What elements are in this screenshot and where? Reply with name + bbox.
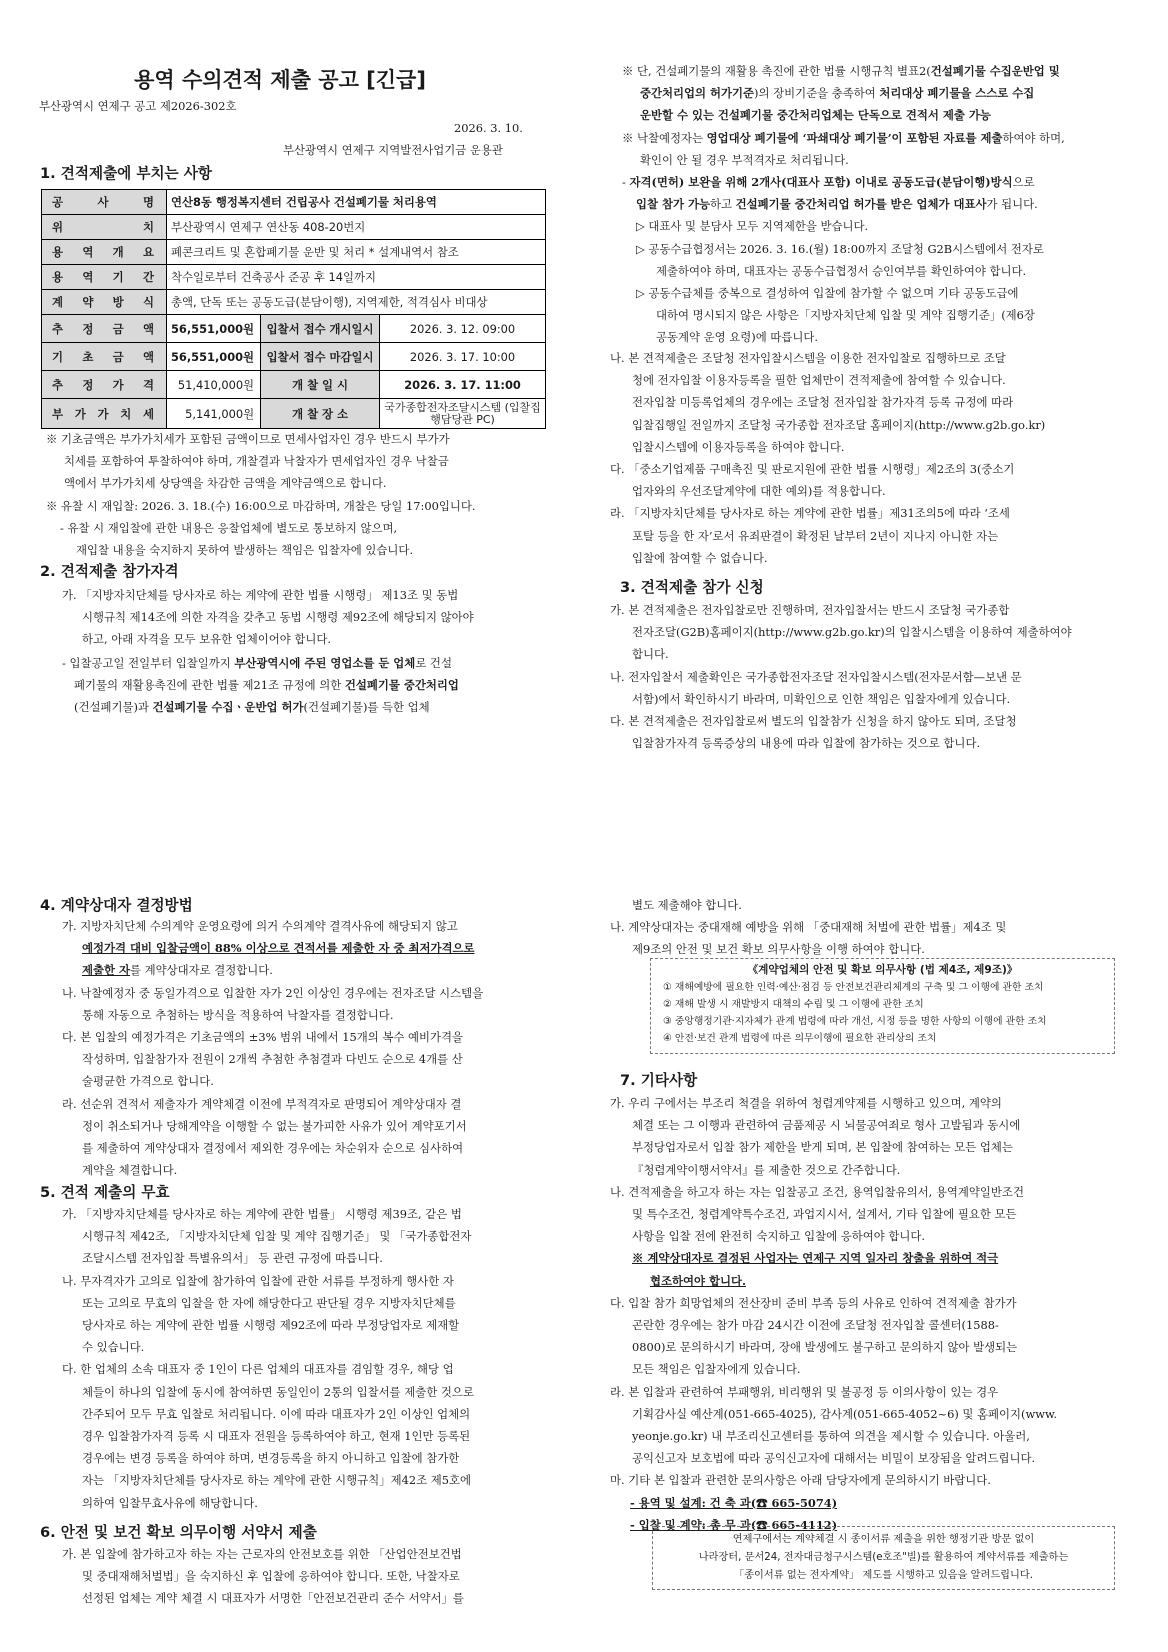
text-line: 기획감사실 예산계(051-665-4025), 감사계(051-665-4052~6) 및 홈페이지(www. (632, 1406, 1058, 1421)
issuer: 부산광역시 연제구 지역발전사업기금 운용관 (283, 143, 503, 157)
text-line: 공익신고자 보호법에 따라 공익신고자에 대해서는 비밀이 보장됨을 알려드립니다. (632, 1451, 1036, 1466)
section-6-heading: 6. 안전 및 보건 확보 의무이행 서약서 제출 (40, 1524, 317, 1541)
box-title: 《계약업체의 안전 및 확보 의무사항 (법 제4조, 제9조)》 (747, 964, 1018, 976)
row-label: 공 사 명 (42, 190, 167, 215)
text-line: 를 제출하여 계약상대자 결정에서 제외한 경우에는 차순위자 순으로 심사하여 (82, 1141, 464, 1156)
text-line: 대하여 명시되지 않은 사항은「지방자치단체 입찰 및 계약 집행기준」(제6장 (656, 308, 1035, 323)
text-line: 가. 우리 구에서는 부조리 척결을 위하여 청렴계약제를 시행하고 있으며, 계약의 (610, 1096, 1002, 1110)
table-row (42, 290, 546, 315)
text-line: 가. 본 입찰에 참가하고자 하는 자는 근로자의 안전보호를 위한 「산업안전보건법 (62, 1547, 462, 1561)
row-label: 입찰서 접수 개시일시 (261, 315, 380, 343)
text-line: 라. 본 입찰과 관련하여 부패행위, 비리행위 및 불공정 등 이의사항이 있는 경우 (610, 1384, 999, 1399)
text-line: 수 있습니다. (82, 1340, 145, 1355)
date-value: 2026. 3. 17. 10:00 (380, 343, 546, 371)
text-line: 부정당업자로서 입찰 참가 제한을 받게 되며, 본 입찰에 참여하는 모든 업체는 (632, 1140, 1013, 1155)
text-line: 라. 「지방자치단체를 당사자로 하는 계약에 관한 법률」제31조의5에 따라 ‘조세 (610, 506, 1010, 521)
notice-date: 2026. 3. 10. (454, 121, 523, 135)
text-line: 술평균한 가격으로 합니다. (82, 1074, 214, 1089)
text-line: 입찰집행일 전일까지 조달청 국가종합 전자조달 홈페이지(http://www.g2b.go.kr) (632, 417, 1046, 432)
section-2-heading: 2. 견적제출 참가자격 (40, 563, 179, 580)
note-line: 운반할 수 있는 건설폐기물 중간처리업체는 단독으로 견적서 제출 가능 (640, 108, 991, 123)
text-line: 다. 「중소기업제품 구매촉진 및 판로지원에 관한 법률 시행령」제2조의 3(중소기 (610, 462, 1015, 477)
box-item: ② 재해 발생 시 재발방지 대책의 수립 및 그 이행에 관한 조치 (663, 999, 924, 1010)
text-line: 시행규칙 제14조에 의한 자격을 갖추고 동법 시행령 제92조에 해당되지 않아야 (82, 610, 474, 625)
box-item: ④ 안전·보건 관계 법령에 따른 의무이행에 필요한 관리상의 조치 (663, 1033, 937, 1044)
text-line: 라. 선순위 견적서 제출자가 계약체결 이전에 부적격자로 판명되어 계약상대자 결 (62, 1096, 462, 1111)
text-line: 나. 전자입찰서 제출확인은 국가종합전자조달 전자입찰시스템(전자문서함—보낸 문 (610, 669, 1022, 684)
contact-line: - 용역 및 설계: 건 축 과(☎ 665-5074) (630, 1495, 838, 1510)
text-line: 의하여 입찰무효사유에 해당합니다. (82, 1495, 258, 1510)
qualification-line: 폐기물의 재활용촉진에 관한 법률 제21조 규정에 의한 건설폐기물 중간처리업 (74, 678, 459, 693)
section-4-heading: 4. 계약상대자 결정방법 (40, 897, 193, 914)
note-line: - 유찰 시 재입찰에 관한 내용은 응찰업체에 별도로 통보하지 않으며, (60, 520, 398, 535)
table-row (42, 265, 546, 290)
text-line: 조달시스템 전자입찰 특별유의서」 등 관련 규정에 따릅니다. (82, 1251, 383, 1266)
text-line: 경우에는 변경 등록을 하여야 하며, 변경등록을 하지 아니하고 입찰에 참가한 (82, 1451, 460, 1466)
section-3-heading: 3. 견적제출 참가 신청 (620, 579, 764, 596)
contact-line: - 입찰 및 계약: 총 무 과(☎ 665-4112) (630, 1517, 838, 1532)
text-line: 곤란한 경우에는 참가 마감 24시간 이전에 조달청 전자입찰 콜센터(1588- (632, 1318, 999, 1333)
text-line: ▷ 공동수급체를 중복으로 결성하여 입찰에 참가할 수 없으며 기타 공동도급에 (636, 286, 1019, 301)
note-line: ※ 낙찰예정자는 영업대상 폐기물에 ‘파쇄대상 폐기물’이 포함된 자료를 제출하여야 하며, (622, 130, 1065, 145)
text-line: 자는 「지방자치단체를 당사자로 하는 계약에 관한 시행규칙」제42조 제5호에 (82, 1473, 471, 1488)
box-line: 연제구에서는 계약체결 시 종이서류 제출을 위한 행정기관 방문 없이 (732, 1534, 1035, 1545)
text-line: 다. 입찰 참가 희망업체의 전산장비 준비 부족 등의 사유로 인하여 견적제출 참가가 (610, 1295, 1017, 1310)
table-row (42, 371, 546, 399)
row-value: 폐콘크리트 및 혼합폐기물 운반 및 처리 * 설계내역서 참조 (167, 240, 546, 265)
row-label: 개 찰 장 소 (261, 399, 380, 429)
text-line: 마. 기타 본 입찰과 관련한 문의사항은 아래 담당자에게 문의하시기 바랍니다. (610, 1473, 991, 1488)
text-line: 계약을 체결합니다. (82, 1163, 178, 1178)
qualification-line: - 입찰공고일 전일부터 입찰일까지 부산광역시에 주된 영업소를 둔 업체로 건설 (62, 656, 452, 670)
text-line: 다. 본 견적제출은 전자입찰로써 별도의 입찰참가 신청을 하지 않아도 되며, 조달청 (610, 714, 1017, 729)
page-title: 용역 수의견적 제출 공고 [긴급] (134, 68, 426, 92)
amount: 51,410,000원 (167, 371, 261, 399)
row-label: 용 역 개 요 (42, 240, 167, 265)
text-line: yeonje.go.kr) 내 부조리신고센터를 통하여 의견을 제시할 수 있습니다. 아울러, (632, 1429, 1030, 1444)
text-line: 체들이 하나의 입찰에 동시에 참여하면 동일인이 2통의 입찰서를 제출한 것으로 (82, 1384, 474, 1399)
note-line: ※ 유찰 시 재입찰: 2026. 3. 18.(수) 16:00으로 마감하며, 개찰은 당일 17:00입니다. (46, 498, 476, 513)
text-line: 『청렴계약이행서약서』를 제출한 것으로 간주합니다. (632, 1162, 901, 1177)
section-5-heading: 5. 견적 제출의 무효 (40, 1184, 170, 1201)
amount: 56,551,000원 (167, 315, 261, 343)
text-line: 0800)로 문의하시기 바라며, 장애 발생에도 불구하고 문의하지 않아 발생되는 (632, 1340, 1018, 1355)
safety-obligations-box (650, 958, 1115, 1054)
box-line: 나라장터, 문서24, 전자대금청구시스템(e호조"빌)를 활용하여 계약서류를 제출하는 (698, 1552, 1069, 1563)
row-label: 입찰서 접수 마감일시 (261, 343, 380, 371)
box-line: 「종이서류 없는 전자계약」 제도를 시행하고 있음을 알려드립니다. (734, 1570, 1033, 1581)
table-row (42, 343, 546, 371)
date-value: 2026. 3. 12. 09:00 (380, 315, 546, 343)
text-line: 경우 입찰참가자격 등록 시 대표자 전원을 등록하여야 하고, 현재 1인만 등록된 (82, 1429, 471, 1444)
text-line: 나. 무자격자가 고의로 입찰에 참가하여 입찰에 관한 서류를 부정하게 행사한 자 (62, 1273, 454, 1288)
text-line: 전자조달(G2B)홈페이지(http://www.g2b.go.kr)의 입찰시스템을 이용하여 제출하여야 (632, 625, 1072, 640)
table-row (42, 215, 546, 240)
joint-line: 입찰 참가 가능하고 건설폐기물 중간처리업 허가를 받은 업체가 대표사가 됩니다. (636, 197, 1038, 212)
text-line: 포탈 등을 한 자’로서 유죄판결이 확정된 날부터 2년이 지나지 아니한 자는 (632, 528, 999, 543)
text-line: 하고, 아래 자격을 모두 보유한 업체이어야 합니다. (82, 632, 332, 647)
text-line: 모든 책임은 입찰자에게 있습니다. (632, 1362, 801, 1377)
text-line: 업자와의 우선조달계약에 대한 예외)를 적용합니다. (632, 484, 886, 499)
section-7-heading: 7. 기타사항 (620, 1072, 698, 1089)
note-line: ※ 기초금액은 부가가치세가 포함된 금액이므로 면세사업자인 경우 반드시 부가가 (46, 432, 450, 446)
bid-info-table (41, 189, 546, 429)
text-line: 공동계약 운영 요령)에 따릅니다. (656, 330, 818, 345)
text-line: 및 중대재해처벌법」을 숙지하신 후 입찰에 응하여야 합니다. 또한, 낙찰자로 (82, 1569, 460, 1584)
row-value: 부산광역시 연제구 연산동 408-20번지 (167, 215, 546, 240)
row-label: 추 정 가 격 (42, 371, 167, 399)
text-line: 가. 「지방자치단체를 당사자로 하는 계약에 관한 법률 시행령」 제13조 및 동법 (62, 588, 459, 602)
text-line: 체결 또는 그 이행과 관련하여 금품제공 시 뇌물공여죄로 형사 고발됨과 동시에 (632, 1118, 1021, 1133)
text-line: 합니다. (632, 647, 669, 662)
row-label: 위 치 (42, 215, 167, 240)
note-line: 중간처리업의 허가기준)의 장비기준을 충족하여 처리대상 폐기물을 스스로 수집 (640, 86, 1035, 101)
text-line: 제9조의 안전 및 보건 확보 의무사항을 이행 하여야 합니다. (632, 942, 925, 957)
text-line: 가. 지방자치단체 수의계약 운영요령에 의거 수의계약 결격사유에 해당되지 않고 (62, 919, 458, 933)
text-line: 협조하여야 합니다. (650, 1273, 746, 1288)
text-line: 예정가격 대비 입찰금액이 88% 이상으로 견적서를 제출한 자 중 최저가격으로 (82, 941, 475, 956)
row-label: 추 정 금 액 (42, 315, 167, 343)
text-line: ▷ 대표사 및 분담사 모두 지역제한을 받습니다. (636, 219, 869, 234)
row-value: 총액, 단독 또는 공동도급(분담이행), 지역제한, 적격심사 비대상 (167, 290, 546, 315)
text-line: 서함)에서 확인하시기 바라며, 미확인으로 인한 책임은 입찰자에게 있습니다. (632, 691, 1011, 706)
text-line: 다. 본 입찰의 예정가격은 기초금액의 ±3% 범위 내에서 15개의 복수 예비가격을 (62, 1030, 464, 1045)
note-line: 치세를 포함하여 투찰하여야 하며, 개찰결과 낙찰자가 면세업자인 경우 낙찰금 (64, 454, 449, 469)
e-contract-notice-box (652, 1526, 1115, 1590)
text-line: 및 특수조건, 청렴계약특수조건, 과업지시서, 설계서, 기타 입찰에 필요한 모든 (632, 1207, 1017, 1222)
text-line: 입찰참가자격 등록증상의 내용에 따라 입찰에 참가하는 것으로 합니다. (632, 736, 981, 751)
qualification-line: (건설폐기물)과 건설폐기물 수집ㆍ운반업 허가(건설폐기물)를 득한 업체 (74, 700, 430, 715)
text-line: 전자입찰 미등록업체의 경우에는 조달청 전자입찰 참가자격 등록 규정에 따라 (632, 395, 1014, 410)
box-item: ① 재해예방에 필요한 인력·예산·점검 등 안전보건관리체계의 구축 및 그 이행에 관한 조치 (663, 982, 1044, 993)
text-line: ▷ 공동수급협정서는 2026. 3. 16.(월) 18:00까지 조달청 G2B시스템에서 전자로 (636, 241, 1044, 256)
text-line: 선정된 업체는 계약 체결 시 대표자가 서명한「안전보건관리 준수 서약서」를 (82, 1591, 464, 1606)
row-value: 연산8동 행정복지센터 건립공사 건설폐기물 처리용역 (167, 190, 546, 215)
amount: 56,551,000원 (167, 343, 261, 371)
text-line: 정이 취소되거나 당해계약을 이행할 수 없는 불가피한 사유가 있어 계약포기서 (82, 1118, 467, 1133)
box-item: ③ 중앙행정기관·지자체가 관계 법령에 따라 개선, 시정 등을 명한 사항의 이행에 관한 조치 (663, 1016, 1047, 1027)
text-line: 나. 계약상대자는 중대재해 예방을 위해 「중대재해 처벌에 관한 법률」제4조 및 (610, 920, 1007, 935)
text-line: 사항을 입찰 전에 완전히 숙지하고 입찰에 응하여야 합니다. (632, 1229, 926, 1244)
date-value: 2026. 3. 17. 11:00 (380, 371, 546, 399)
row-label: 용 역 기 간 (42, 265, 167, 290)
amount: 5,141,000원 (167, 399, 261, 429)
table-row (42, 315, 546, 343)
section-1-heading: 1. 견적제출에 부치는 사항 (40, 165, 212, 182)
text-line: 나. 낙찰예정자 중 동일가격으로 입찰한 자가 2인 이상인 경우에는 전자조달 시스템을 (62, 985, 484, 1000)
text-line: 간주되어 모두 무효 입찰로 처리됩니다. 이에 따라 대표자가 2인 이상인 업체의 (82, 1406, 471, 1421)
text-line: 나. 견적제출을 하고자 하는 자는 입찰공고 조건, 용역입찰유의서, 용역계약일반조건 (610, 1184, 1024, 1199)
date-value: 국가종합전자조달시스템 (입찰집행담당관 PC) (380, 399, 546, 429)
row-value: 착수일로부터 건축공사 준공 후 14일까지 (167, 265, 546, 290)
row-label: 부 가 가 치 세 (42, 399, 167, 429)
table-row (42, 190, 546, 215)
note-line: 액에서 부가가치세 상당액을 차감한 금액을 계약금액으로 합니다. (64, 476, 387, 491)
note-line: 확인이 안 될 경우 부적격자로 처리됩니다. (640, 152, 849, 167)
text-line: 통해 자동으로 추첨하는 방식을 적용하여 낙찰자를 결정합니다. (82, 1007, 394, 1022)
notice-number: 부산광역시 연제구 공고 제2026-302호 (39, 99, 237, 113)
row-label: 개 찰 일 시 (261, 371, 380, 399)
note-line: ※ 단, 건설폐기물의 재활용 촉진에 관한 법률 시행규칙 별표2(건설폐기물 수집운반업 및 (622, 64, 1060, 78)
text-line: 다. 한 업체의 소속 대표자 중 1인이 다른 업체의 대표자를 겸임할 경우, 해당 업 (62, 1362, 454, 1377)
table-row (42, 240, 546, 265)
text-line: 또는 고의로 무효의 입찰을 한 자에 해당한다고 판단될 경우 지방자치단체를 (82, 1295, 456, 1310)
joint-line: - 자격(면허) 보완을 위해 2개사(대표사 포함) 이내로 공동도급(분담이행)방식으로 (622, 175, 1035, 189)
text-line: 입찰에 참여할 수 없습니다. (632, 550, 768, 565)
row-label: 기 초 금 액 (42, 343, 167, 371)
text-line: 청에 전자입찰 이용자등록을 필한 업체만이 견적제출에 참여할 수 있습니다. (632, 373, 1006, 388)
text-line: ※ 계약상대자로 결정된 사업자는 연제구 지역 일자리 창출을 위하여 적극 (632, 1251, 999, 1266)
row-label: 계 약 방 식 (42, 290, 167, 315)
text-line: 시행규칙 제42조, 「지방자치단체 입찰 및 계약 집행기준」 및 「국가종합전자 (82, 1229, 472, 1244)
text-line: 작성하며, 입찰참가자 전원이 2개씩 추첨한 추첨결과 다빈도 순으로 4개를 산 (82, 1052, 463, 1067)
text-line: 별도 제출해야 합니다. (632, 898, 742, 912)
text-line: 나. 본 견적제출은 조달청 전자입찰시스템을 이용한 전자입찰로 집행하므로 조달 (610, 351, 1006, 365)
text-line: 입찰시스템에 이용자등록을 하여야 합니다. (632, 439, 845, 454)
table-row (42, 399, 546, 429)
note-line: 재입찰 내용을 숙지하지 못하여 발생하는 책임은 입찰자에 있습니다. (76, 543, 414, 558)
text-line: 가. 본 견적제출은 전자입찰로만 진행하며, 전자입찰서는 반드시 조달청 국가종합 (610, 603, 1010, 617)
text-line: 당사자로 하는 계약에 관한 법률 시행령 제92조에 따라 부정당업자로 제재할 (82, 1318, 460, 1333)
text-line: 제출하여야 하며, 대표자는 공동수급협정서 승인여부를 확인하여야 합니다. (656, 263, 1027, 278)
text-line: 제출한 자를 계약상대자로 결정합니다. (82, 963, 273, 978)
text-line: 가. 「지방자치단체를 당사자로 하는 계약에 관한 법률」 시행령 제39조, 같은 법 (62, 1207, 462, 1221)
